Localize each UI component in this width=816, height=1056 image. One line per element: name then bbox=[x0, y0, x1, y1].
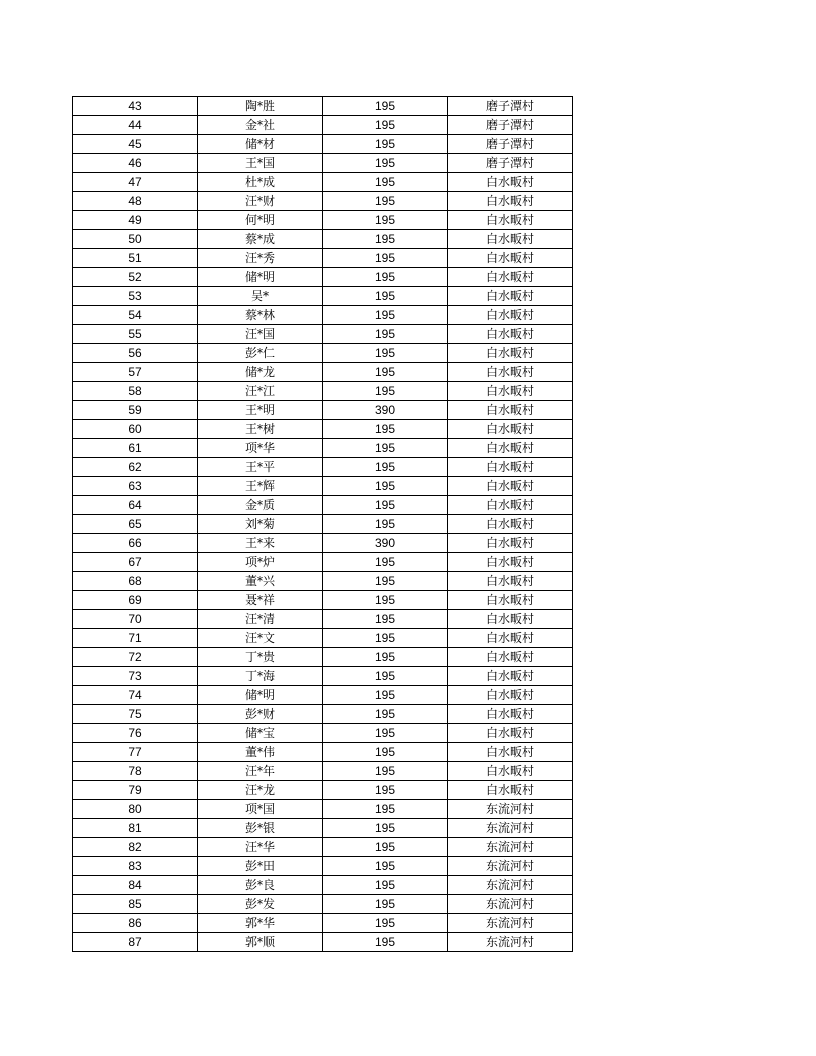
cell-village: 东流河村 bbox=[448, 895, 573, 914]
cell-name: 王*国 bbox=[198, 154, 323, 173]
cell-amount: 195 bbox=[323, 496, 448, 515]
cell-name: 汪*年 bbox=[198, 762, 323, 781]
table-row bbox=[73, 382, 573, 401]
cell-amount: 195 bbox=[323, 743, 448, 762]
table-row bbox=[73, 933, 573, 952]
cell-amount: 195 bbox=[323, 724, 448, 743]
table-row bbox=[73, 800, 573, 819]
cell-amount: 195 bbox=[323, 477, 448, 496]
cell-name: 彭*仁 bbox=[198, 344, 323, 363]
cell-village: 白水畈村 bbox=[448, 363, 573, 382]
cell-number: 85 bbox=[73, 895, 198, 914]
cell-village: 磨子潭村 bbox=[448, 97, 573, 116]
cell-number: 76 bbox=[73, 724, 198, 743]
cell-number: 53 bbox=[73, 287, 198, 306]
cell-number: 47 bbox=[73, 173, 198, 192]
cell-number: 87 bbox=[73, 933, 198, 952]
table-row bbox=[73, 629, 573, 648]
table-row bbox=[73, 534, 573, 553]
cell-amount: 195 bbox=[323, 667, 448, 686]
cell-number: 52 bbox=[73, 268, 198, 287]
cell-number: 73 bbox=[73, 667, 198, 686]
cell-village: 白水畈村 bbox=[448, 325, 573, 344]
cell-number: 49 bbox=[73, 211, 198, 230]
cell-name: 董*兴 bbox=[198, 572, 323, 591]
cell-village: 白水畈村 bbox=[448, 249, 573, 268]
cell-name: 郭*华 bbox=[198, 914, 323, 933]
cell-village: 白水畈村 bbox=[448, 173, 573, 192]
cell-name: 汪*华 bbox=[198, 838, 323, 857]
cell-village: 磨子潭村 bbox=[448, 154, 573, 173]
document-page bbox=[72, 96, 573, 952]
cell-number: 58 bbox=[73, 382, 198, 401]
cell-amount: 195 bbox=[323, 781, 448, 800]
cell-village: 白水畈村 bbox=[448, 534, 573, 553]
cell-amount: 195 bbox=[323, 116, 448, 135]
cell-number: 80 bbox=[73, 800, 198, 819]
table-row bbox=[73, 211, 573, 230]
cell-amount: 195 bbox=[323, 363, 448, 382]
cell-village: 白水畈村 bbox=[448, 743, 573, 762]
table-row bbox=[73, 287, 573, 306]
cell-number: 71 bbox=[73, 629, 198, 648]
cell-amount: 195 bbox=[323, 629, 448, 648]
cell-number: 60 bbox=[73, 420, 198, 439]
table-row bbox=[73, 572, 573, 591]
table-row bbox=[73, 344, 573, 363]
cell-village: 白水畈村 bbox=[448, 629, 573, 648]
table-row bbox=[73, 249, 573, 268]
cell-number: 79 bbox=[73, 781, 198, 800]
cell-amount: 195 bbox=[323, 648, 448, 667]
cell-number: 84 bbox=[73, 876, 198, 895]
cell-village: 白水畈村 bbox=[448, 572, 573, 591]
table-row bbox=[73, 610, 573, 629]
cell-amount: 195 bbox=[323, 705, 448, 724]
cell-village: 白水畈村 bbox=[448, 439, 573, 458]
cell-name: 蔡*林 bbox=[198, 306, 323, 325]
cell-village: 白水畈村 bbox=[448, 648, 573, 667]
cell-number: 75 bbox=[73, 705, 198, 724]
cell-number: 51 bbox=[73, 249, 198, 268]
cell-village: 白水畈村 bbox=[448, 781, 573, 800]
table-row bbox=[73, 515, 573, 534]
table-row bbox=[73, 192, 573, 211]
table-row bbox=[73, 591, 573, 610]
cell-name: 丁*贵 bbox=[198, 648, 323, 667]
cell-amount: 195 bbox=[323, 344, 448, 363]
cell-number: 78 bbox=[73, 762, 198, 781]
cell-amount: 195 bbox=[323, 420, 448, 439]
table-row bbox=[73, 667, 573, 686]
data-table bbox=[72, 96, 573, 952]
table-row bbox=[73, 401, 573, 420]
cell-village: 白水畈村 bbox=[448, 515, 573, 534]
cell-number: 48 bbox=[73, 192, 198, 211]
cell-name: 王*明 bbox=[198, 401, 323, 420]
table-row bbox=[73, 97, 573, 116]
table-row bbox=[73, 230, 573, 249]
table-row bbox=[73, 819, 573, 838]
cell-name: 汪*江 bbox=[198, 382, 323, 401]
cell-number: 43 bbox=[73, 97, 198, 116]
cell-village: 白水畈村 bbox=[448, 762, 573, 781]
cell-amount: 195 bbox=[323, 610, 448, 629]
cell-number: 86 bbox=[73, 914, 198, 933]
table-row bbox=[73, 268, 573, 287]
cell-village: 白水畈村 bbox=[448, 610, 573, 629]
cell-number: 83 bbox=[73, 857, 198, 876]
table-row bbox=[73, 306, 573, 325]
cell-village: 白水畈村 bbox=[448, 686, 573, 705]
table-row bbox=[73, 325, 573, 344]
cell-name: 汪*国 bbox=[198, 325, 323, 344]
cell-name: 彭*良 bbox=[198, 876, 323, 895]
cell-amount: 195 bbox=[323, 287, 448, 306]
cell-amount: 195 bbox=[323, 439, 448, 458]
cell-amount: 195 bbox=[323, 591, 448, 610]
cell-name: 汪*文 bbox=[198, 629, 323, 648]
cell-village: 白水畈村 bbox=[448, 705, 573, 724]
cell-village: 东流河村 bbox=[448, 819, 573, 838]
cell-name: 董*伟 bbox=[198, 743, 323, 762]
table-row bbox=[73, 914, 573, 933]
cell-number: 46 bbox=[73, 154, 198, 173]
cell-name: 金*社 bbox=[198, 116, 323, 135]
cell-number: 81 bbox=[73, 819, 198, 838]
cell-village: 白水畈村 bbox=[448, 591, 573, 610]
cell-name: 郭*顺 bbox=[198, 933, 323, 952]
cell-name: 彭*银 bbox=[198, 819, 323, 838]
table-row bbox=[73, 724, 573, 743]
cell-name: 项*炉 bbox=[198, 553, 323, 572]
table-row bbox=[73, 876, 573, 895]
table-row bbox=[73, 363, 573, 382]
cell-village: 东流河村 bbox=[448, 876, 573, 895]
cell-number: 63 bbox=[73, 477, 198, 496]
cell-amount: 195 bbox=[323, 895, 448, 914]
table-row bbox=[73, 458, 573, 477]
table-row bbox=[73, 781, 573, 800]
cell-number: 70 bbox=[73, 610, 198, 629]
cell-name: 储*明 bbox=[198, 268, 323, 287]
cell-number: 45 bbox=[73, 135, 198, 154]
cell-amount: 195 bbox=[323, 382, 448, 401]
cell-village: 白水畈村 bbox=[448, 344, 573, 363]
cell-village: 磨子潭村 bbox=[448, 135, 573, 154]
cell-amount: 195 bbox=[323, 306, 448, 325]
cell-amount: 195 bbox=[323, 325, 448, 344]
table-row bbox=[73, 420, 573, 439]
table-row bbox=[73, 116, 573, 135]
cell-number: 56 bbox=[73, 344, 198, 363]
cell-amount: 195 bbox=[323, 458, 448, 477]
cell-amount: 195 bbox=[323, 686, 448, 705]
cell-name: 王*辉 bbox=[198, 477, 323, 496]
cell-name: 项*国 bbox=[198, 800, 323, 819]
table-row bbox=[73, 477, 573, 496]
cell-name: 王*平 bbox=[198, 458, 323, 477]
cell-name: 彭*发 bbox=[198, 895, 323, 914]
table-row bbox=[73, 439, 573, 458]
table-row bbox=[73, 743, 573, 762]
cell-amount: 195 bbox=[323, 876, 448, 895]
cell-village: 东流河村 bbox=[448, 800, 573, 819]
cell-name: 储*龙 bbox=[198, 363, 323, 382]
cell-amount: 195 bbox=[323, 192, 448, 211]
cell-amount: 195 bbox=[323, 838, 448, 857]
cell-amount: 195 bbox=[323, 800, 448, 819]
table-row bbox=[73, 762, 573, 781]
cell-number: 59 bbox=[73, 401, 198, 420]
cell-name: 储*明 bbox=[198, 686, 323, 705]
cell-amount: 195 bbox=[323, 819, 448, 838]
table-row bbox=[73, 496, 573, 515]
table-row bbox=[73, 838, 573, 857]
cell-name: 储*材 bbox=[198, 135, 323, 154]
table-row bbox=[73, 135, 573, 154]
cell-village: 白水畈村 bbox=[448, 287, 573, 306]
cell-village: 白水畈村 bbox=[448, 401, 573, 420]
cell-amount: 195 bbox=[323, 857, 448, 876]
cell-name: 汪*清 bbox=[198, 610, 323, 629]
cell-name: 杜*成 bbox=[198, 173, 323, 192]
cell-name: 项*华 bbox=[198, 439, 323, 458]
cell-amount: 195 bbox=[323, 97, 448, 116]
cell-amount: 195 bbox=[323, 762, 448, 781]
cell-number: 64 bbox=[73, 496, 198, 515]
cell-amount: 195 bbox=[323, 154, 448, 173]
cell-amount: 195 bbox=[323, 173, 448, 192]
cell-amount: 390 bbox=[323, 401, 448, 420]
cell-name: 金*质 bbox=[198, 496, 323, 515]
cell-number: 77 bbox=[73, 743, 198, 762]
table-row bbox=[73, 686, 573, 705]
cell-village: 东流河村 bbox=[448, 838, 573, 857]
table-row bbox=[73, 895, 573, 914]
cell-number: 67 bbox=[73, 553, 198, 572]
cell-number: 54 bbox=[73, 306, 198, 325]
cell-name: 蔡*成 bbox=[198, 230, 323, 249]
cell-number: 57 bbox=[73, 363, 198, 382]
cell-number: 62 bbox=[73, 458, 198, 477]
cell-name: 陶*胜 bbox=[198, 97, 323, 116]
cell-name: 吴* bbox=[198, 287, 323, 306]
cell-number: 55 bbox=[73, 325, 198, 344]
cell-number: 44 bbox=[73, 116, 198, 135]
cell-name: 汪*秀 bbox=[198, 249, 323, 268]
cell-village: 白水畈村 bbox=[448, 458, 573, 477]
cell-village: 白水畈村 bbox=[448, 268, 573, 287]
cell-village: 东流河村 bbox=[448, 914, 573, 933]
cell-amount: 195 bbox=[323, 268, 448, 287]
cell-name: 汪*财 bbox=[198, 192, 323, 211]
cell-village: 磨子潭村 bbox=[448, 116, 573, 135]
cell-village: 白水畈村 bbox=[448, 724, 573, 743]
cell-amount: 195 bbox=[323, 135, 448, 154]
cell-village: 白水畈村 bbox=[448, 211, 573, 230]
cell-amount: 195 bbox=[323, 211, 448, 230]
cell-name: 丁*海 bbox=[198, 667, 323, 686]
cell-name: 刘*菊 bbox=[198, 515, 323, 534]
cell-amount: 195 bbox=[323, 249, 448, 268]
cell-village: 白水畈村 bbox=[448, 192, 573, 211]
cell-village: 白水畈村 bbox=[448, 496, 573, 515]
cell-village: 白水畈村 bbox=[448, 477, 573, 496]
cell-name: 王*树 bbox=[198, 420, 323, 439]
cell-village: 东流河村 bbox=[448, 857, 573, 876]
table-row bbox=[73, 154, 573, 173]
cell-amount: 195 bbox=[323, 230, 448, 249]
cell-name: 聂*祥 bbox=[198, 591, 323, 610]
cell-village: 白水畈村 bbox=[448, 667, 573, 686]
cell-village: 东流河村 bbox=[448, 933, 573, 952]
cell-number: 82 bbox=[73, 838, 198, 857]
cell-village: 白水畈村 bbox=[448, 230, 573, 249]
cell-amount: 195 bbox=[323, 572, 448, 591]
cell-name: 彭*财 bbox=[198, 705, 323, 724]
cell-name: 汪*龙 bbox=[198, 781, 323, 800]
cell-number: 74 bbox=[73, 686, 198, 705]
cell-amount: 390 bbox=[323, 534, 448, 553]
cell-number: 72 bbox=[73, 648, 198, 667]
table-row bbox=[73, 173, 573, 192]
cell-name: 储*宝 bbox=[198, 724, 323, 743]
cell-amount: 195 bbox=[323, 933, 448, 952]
table-row bbox=[73, 553, 573, 572]
cell-number: 65 bbox=[73, 515, 198, 534]
cell-name: 彭*田 bbox=[198, 857, 323, 876]
cell-village: 白水畈村 bbox=[448, 553, 573, 572]
table-row bbox=[73, 857, 573, 876]
cell-amount: 195 bbox=[323, 515, 448, 534]
cell-name: 王*来 bbox=[198, 534, 323, 553]
table-body bbox=[73, 97, 573, 952]
cell-village: 白水畈村 bbox=[448, 382, 573, 401]
cell-amount: 195 bbox=[323, 914, 448, 933]
cell-village: 白水畈村 bbox=[448, 420, 573, 439]
cell-number: 66 bbox=[73, 534, 198, 553]
table-row bbox=[73, 648, 573, 667]
cell-number: 61 bbox=[73, 439, 198, 458]
cell-amount: 195 bbox=[323, 553, 448, 572]
cell-number: 50 bbox=[73, 230, 198, 249]
table-row bbox=[73, 705, 573, 724]
cell-number: 69 bbox=[73, 591, 198, 610]
cell-name: 何*明 bbox=[198, 211, 323, 230]
cell-village: 白水畈村 bbox=[448, 306, 573, 325]
cell-number: 68 bbox=[73, 572, 198, 591]
